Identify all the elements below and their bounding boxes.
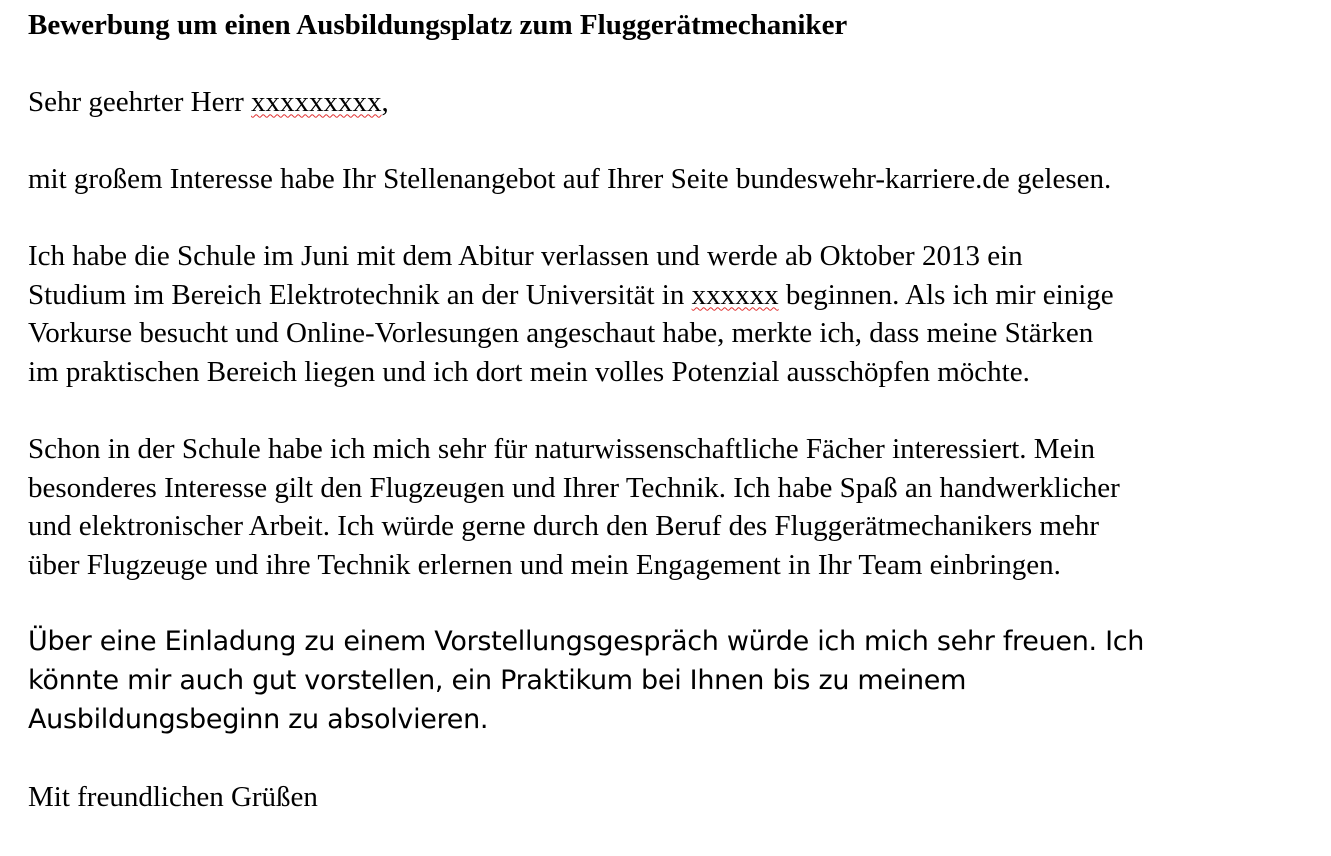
paragraph-line: Vorkurse besucht und Online-Vorlesungen angeschaut habe, merkte ich, dass meine Stärken xyxy=(28,317,1094,350)
paragraph-motivation xyxy=(28,430,1318,584)
paragraph-education xyxy=(28,237,1318,391)
paragraph-line xyxy=(28,276,1318,315)
spacer xyxy=(28,391,1318,430)
spacer xyxy=(28,739,1318,778)
paragraph-line: Über eine Einladung zu einem Vorstellungsgespräch würde ich mich sehr freuen. Ich xyxy=(28,625,1145,657)
letter-body xyxy=(28,0,1318,816)
paragraph-line: Ich habe die Schule im Juni mit dem Abitur verlassen und werde ab Oktober 2013 ein xyxy=(28,239,1023,272)
spacer xyxy=(28,584,1318,623)
letter-subject: Bewerbung um einen Ausbildungsplatz zum Fluggerätmechaniker xyxy=(28,9,848,41)
closing: Mit freundlichen Grüßen xyxy=(28,780,318,813)
paragraph-line: Ausbildungsbeginn zu absolvieren. xyxy=(28,703,489,735)
paragraph-line: und elektronischer Arbeit. Ich würde gerne durch den Beruf des Fluggerätmechanikers mehr xyxy=(28,510,1100,543)
university-city: xxxxxx xyxy=(691,278,779,311)
salutation-name: xxxxxxxxx xyxy=(251,85,382,118)
paragraph-line: Schon in der Schule habe ich mich sehr für naturwissenschaftliche Fächer interessiert. Mein xyxy=(28,432,1096,465)
paragraph-line: besonderes Interesse gilt den Flugzeugen und Ihrer Technik. Ich habe Spaß an handwerklicher xyxy=(28,471,1120,504)
salutation-prefix: Sehr geehrter Herr xyxy=(28,85,252,118)
salutation xyxy=(28,83,1318,122)
spacer xyxy=(28,121,1318,160)
paragraph-invitation xyxy=(28,623,1318,739)
paragraph-line: könnte mir auch gut vorstellen, ein Praktikum bei Ihnen bis zu meinem xyxy=(28,664,967,696)
spacer xyxy=(28,44,1318,83)
paragraph-line: im praktischen Bereich liegen und ich dort mein volles Potenzial ausschöpfen möchte. xyxy=(28,355,1030,388)
paragraph-line: über Flugzeuge und ihre Technik erlernen und mein Engagement in Ihr Team einbringen. xyxy=(28,548,1061,581)
paragraph-interest: mit großem Interesse habe Ihr Stellenangebot auf Ihrer Seite bundeswehr-karriere.de gelesen. xyxy=(28,162,1112,195)
spacer xyxy=(28,198,1318,237)
salutation-suffix: , xyxy=(381,85,389,118)
line-text: Studium im Bereich Elektrotechnik an der Universität in xyxy=(28,278,692,311)
line-text: beginnen. Als ich mir einige xyxy=(778,278,1114,311)
